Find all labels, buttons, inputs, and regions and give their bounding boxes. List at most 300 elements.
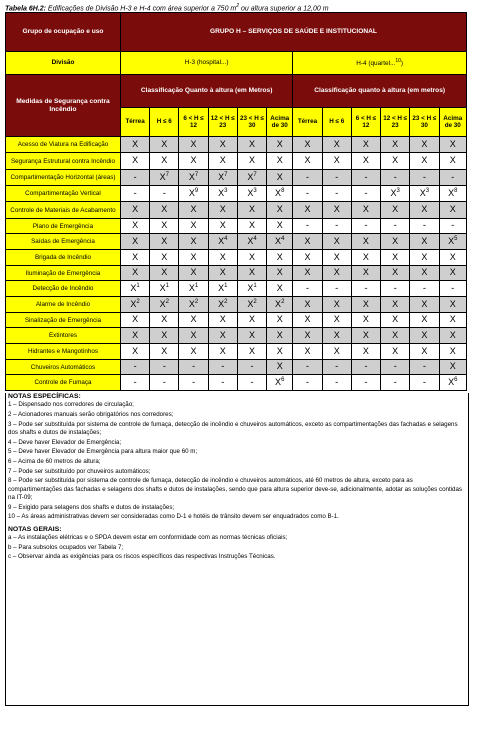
measure-label: Alarme de Incêndio: [6, 297, 121, 313]
requirement-cell: [351, 202, 380, 219]
requirement-cell: [322, 328, 351, 344]
requirement-cell: [179, 186, 208, 202]
requirement-cell: [322, 266, 351, 281]
requirement-mark: X: [247, 298, 254, 309]
requirement-mark: -: [451, 282, 455, 294]
requirement-cell: [410, 375, 439, 391]
requirement-mark: X: [161, 204, 168, 215]
requirement-note-ref: 2: [224, 298, 228, 305]
requirement-mark: X: [392, 267, 399, 278]
requirement-mark: -: [250, 376, 254, 388]
requirement-mark: X: [304, 329, 311, 340]
division-h4-end: ): [400, 60, 404, 68]
requirement-mark: X: [132, 345, 139, 356]
requirement-cell: [293, 250, 322, 266]
requirement-mark: X: [190, 235, 197, 246]
requirement-cell: [150, 281, 179, 297]
requirement-cell: [237, 375, 266, 391]
requirement-mark: X: [190, 329, 197, 340]
specific-note: 6 – Acima de 60 metros de altura;: [8, 458, 101, 466]
requirement-cell: [351, 297, 380, 313]
requirement-mark: X: [304, 298, 311, 309]
requirement-cell: [410, 219, 439, 234]
classification-h4: Classificação quanto à altura (em metros): [293, 75, 467, 108]
requirement-mark: -: [221, 361, 225, 373]
requirement-mark: X: [362, 155, 369, 166]
requirement-mark: -: [162, 376, 166, 388]
requirement-cell: [381, 313, 410, 328]
requirement-cell: [179, 234, 208, 250]
requirement-mark: X: [392, 298, 399, 309]
requirement-mark: X: [276, 171, 283, 182]
requirement-mark: X: [333, 155, 340, 166]
requirement-mark: X: [390, 187, 397, 198]
measure-label: Hidrantes e Mangotinhos: [6, 344, 121, 360]
requirement-note-ref: 7: [194, 171, 199, 178]
requirement-cell: [237, 234, 266, 250]
measure-label: Detecção de Incêndio: [6, 281, 121, 297]
requirement-mark: X: [333, 138, 340, 149]
requirement-cell: [381, 297, 410, 313]
requirement-cell: [293, 202, 322, 219]
table-row: [6, 250, 467, 266]
requirement-mark: X: [190, 345, 197, 356]
division-row: [6, 52, 467, 75]
requirement-cell: [293, 281, 322, 297]
requirement-mark: X: [132, 251, 139, 262]
requirement-cell: [150, 328, 179, 344]
requirement-mark: X: [304, 267, 311, 278]
measure-label: Compartimentação Vertical: [6, 186, 121, 202]
requirement-mark: X: [421, 155, 428, 166]
requirement-cell: [179, 219, 208, 234]
requirement-cell: [208, 313, 237, 328]
requirement-mark: X: [333, 235, 340, 246]
requirement-mark: X: [421, 204, 428, 215]
requirement-note-ref: 7: [165, 171, 169, 178]
requirement-cell: [439, 266, 466, 281]
requirement-mark: X: [161, 314, 168, 325]
requirement-cell: [322, 137, 351, 153]
requirement-mark: X: [276, 345, 283, 356]
general-note: c – Observar ainda as exigências para os riscos específicos das respectivas Instruções Técnicas.: [8, 553, 276, 561]
requirement-cell: [208, 360, 237, 375]
general-notes-title: NOTAS GERAIS:: [8, 525, 62, 533]
requirement-cell: [267, 375, 293, 391]
requirement-mark: X: [449, 138, 456, 149]
measure-label: Controle de Fumaça: [6, 375, 121, 391]
requirement-cell: [410, 266, 439, 281]
requirement-cell: [410, 250, 439, 266]
requirement-mark: -: [221, 376, 225, 388]
requirement-mark: -: [335, 220, 339, 232]
requirement-cell: [208, 186, 237, 202]
requirement-mark: -: [305, 376, 310, 388]
requirement-cell: [120, 137, 149, 153]
requirement-mark: -: [305, 220, 310, 232]
requirement-cell: [120, 360, 149, 375]
requirement-cell: [267, 153, 293, 170]
requirement-mark: X: [161, 155, 168, 166]
measure-label: Plano de Emergência: [6, 219, 121, 234]
requirement-cell: [293, 219, 322, 234]
requirement-cell: [410, 360, 439, 375]
requirement-mark: X: [276, 204, 283, 215]
requirement-cell: [439, 170, 466, 186]
requirement-cell: [410, 297, 439, 313]
requirement-cell: [179, 170, 208, 186]
specific-note: 8 – Pode ser substituída por sistema de controle de fumaça, detecção de incêndio e chuveiros automáticos, até 60 metros de altura, exceto para as compartimentações das fachadas e selagens dos shafts e dutos de instalações, sendo que para altura superior deve-se, adicionalmente, adotar as soluções contidas na IT-09;: [8, 477, 463, 501]
requirement-cell: [351, 344, 380, 360]
requirement-mark: -: [133, 187, 137, 199]
requirement-cell: [381, 219, 410, 234]
requirement-cell: [439, 375, 466, 391]
specific-notes-title: NOTAS ESPECÍFICAS:: [8, 393, 81, 400]
requirement-mark: X: [219, 155, 226, 166]
requirement-note-ref: 2: [165, 298, 169, 305]
requirement-cell: [208, 234, 237, 250]
measure-label: Acesso de Viatura na Edificação: [6, 137, 121, 153]
requirement-mark: X: [249, 251, 256, 262]
requirement-cell: [322, 234, 351, 250]
requirement-note-ref: 2: [253, 298, 257, 305]
requirement-cell: [351, 266, 380, 281]
requirement-mark: X: [161, 138, 168, 149]
requirement-cell: [381, 137, 410, 153]
requirement-cell: [179, 313, 208, 328]
requirement-mark: X: [449, 155, 456, 166]
height-column-header: 12 < H ≤ 23: [381, 108, 410, 137]
requirement-mark: -: [364, 282, 368, 294]
requirement-mark: -: [422, 282, 426, 294]
requirement-cell: [381, 186, 410, 202]
requirement-mark: X: [304, 345, 311, 356]
specific-note: 7 – Pode ser substituído por chuveiros automáticos;: [8, 467, 151, 475]
requirement-cell: [439, 153, 466, 170]
requirement-mark: X: [275, 187, 282, 198]
requirement-mark: X: [249, 267, 256, 278]
requirement-mark: -: [364, 220, 368, 232]
requirement-mark: X: [218, 171, 225, 182]
requirement-cell: [293, 153, 322, 170]
table-row: [6, 328, 467, 344]
requirement-cell: [381, 328, 410, 344]
requirement-cell: [439, 137, 466, 153]
requirement-cell: [267, 202, 293, 219]
requirement-cell: [322, 313, 351, 328]
requirement-mark: X: [392, 155, 399, 166]
requirement-cell: [381, 375, 410, 391]
requirement-mark: -: [364, 187, 368, 199]
requirement-mark: X: [247, 235, 254, 246]
requirement-mark: -: [133, 171, 137, 183]
measure-label: Segurança Estrutural contra Incêndio: [6, 153, 121, 170]
requirement-mark: X: [188, 171, 195, 182]
requirement-cell: [150, 219, 179, 234]
requirement-cell: [439, 344, 466, 360]
requirement-mark: X: [448, 187, 455, 198]
requirement-cell: [208, 202, 237, 219]
requirement-cell: [208, 170, 237, 186]
requirement-cell: [322, 360, 351, 375]
requirement-mark: X: [448, 235, 455, 246]
requirement-mark: X: [392, 329, 399, 340]
requirement-mark: X: [159, 282, 166, 293]
requirement-mark: X: [132, 204, 139, 215]
table-caption: [5, 3, 329, 12]
requirement-cell: [351, 375, 380, 391]
requirement-cell: [179, 360, 208, 375]
requirement-cell: [267, 266, 293, 281]
requirement-cell: [120, 186, 149, 202]
requirement-mark: X: [247, 187, 254, 198]
requirement-cell: [150, 234, 179, 250]
table-row: [6, 153, 467, 170]
caption-label: Tabela 6H.2:: [5, 5, 46, 13]
requirement-mark: -: [422, 171, 426, 183]
requirement-mark: X: [276, 220, 283, 231]
requirement-note-ref: 4: [224, 235, 228, 242]
requirement-mark: X: [362, 235, 369, 246]
requirement-mark: -: [393, 376, 397, 388]
requirement-cell: [237, 186, 266, 202]
requirement-cell: [120, 281, 149, 297]
requirement-mark: X: [190, 267, 197, 278]
requirement-mark: X: [249, 220, 256, 231]
requirement-cell: [322, 153, 351, 170]
caption-text: Edificações de Divisão H-3 e H-4 com área superior a 750 m: [45, 5, 237, 13]
requirement-mark: X: [219, 138, 226, 149]
measure-label: Compartimentação Horizontal (áreas): [6, 170, 121, 186]
requirement-cell: [208, 219, 237, 234]
requirement-cell: [322, 170, 351, 186]
requirement-mark: X: [249, 138, 256, 149]
requirement-mark: X: [190, 220, 197, 231]
requirement-cell: [237, 297, 266, 313]
requirement-cell: [381, 250, 410, 266]
requirement-cell: [208, 328, 237, 344]
requirement-mark: X: [362, 251, 369, 262]
requirement-mark: X: [188, 187, 195, 198]
height-column-header: Térrea: [120, 108, 149, 137]
requirement-mark: X: [161, 220, 168, 231]
requirement-cell: [267, 186, 293, 202]
requirement-cell: [410, 344, 439, 360]
table-row: [6, 219, 467, 234]
requirement-note-ref: 3: [425, 187, 430, 194]
caption-text-end: ou altura superior a 12,00 m: [239, 5, 329, 13]
classification-row: [6, 75, 467, 108]
requirement-mark: X: [247, 282, 254, 293]
requirement-mark: -: [335, 361, 339, 373]
requirement-cell: [208, 344, 237, 360]
requirement-cell: [208, 137, 237, 153]
requirement-mark: X: [132, 235, 139, 246]
requirement-mark: X: [421, 251, 428, 262]
requirement-mark: -: [162, 187, 166, 199]
table-row: [6, 186, 467, 202]
requirement-mark: X: [219, 314, 226, 325]
requirement-cell: [267, 219, 293, 234]
requirement-mark: X: [304, 251, 311, 262]
requirement-mark: X: [132, 329, 139, 340]
height-column-header: 6 < H ≤ 12: [351, 108, 380, 137]
measure-label: Saídas de Emergência: [6, 234, 121, 250]
requirement-cell: [120, 313, 149, 328]
requirement-cell: [293, 266, 322, 281]
requirement-note-ref: 1: [253, 282, 257, 289]
requirement-cell: [237, 328, 266, 344]
requirement-cell: [120, 234, 149, 250]
requirement-cell: [351, 250, 380, 266]
requirement-cell: [267, 170, 293, 186]
measure-label: Sinalização de Emergência: [6, 313, 121, 328]
requirement-mark: X: [188, 282, 195, 293]
requirement-note-ref: 3: [396, 187, 400, 194]
requirement-mark: -: [451, 171, 455, 183]
requirement-cell: [208, 375, 237, 391]
requirement-cell: [208, 297, 237, 313]
requirement-cell: [237, 344, 266, 360]
requirement-mark: X: [275, 235, 282, 246]
requirement-cell: [322, 219, 351, 234]
requirement-mark: X: [161, 329, 168, 340]
requirement-cell: [237, 266, 266, 281]
requirement-cell: [381, 202, 410, 219]
classification-h3: Classificação Quanto à altura (em Metros): [120, 75, 292, 108]
requirement-cell: [381, 344, 410, 360]
requirement-cell: [439, 281, 466, 297]
requirement-cell: [208, 281, 237, 297]
requirement-mark: X: [276, 267, 283, 278]
division-h4: [293, 52, 467, 75]
requirement-mark: X: [362, 314, 369, 325]
requirement-cell: [120, 297, 149, 313]
requirement-mark: X: [249, 314, 256, 325]
requirement-mark: X: [392, 345, 399, 356]
requirement-note-ref: 7: [224, 171, 228, 178]
table-row: [6, 137, 467, 153]
requirement-mark: X: [132, 138, 139, 149]
requirement-cell: [439, 360, 466, 375]
requirement-mark: X: [219, 251, 226, 262]
requirement-mark: -: [191, 361, 196, 373]
division-label: Divisão: [6, 52, 121, 75]
requirement-cell: [150, 170, 179, 186]
requirement-note-ref: 4: [281, 235, 285, 242]
requirement-cell: [351, 360, 380, 375]
requirement-cell: [293, 234, 322, 250]
requirement-cell: [120, 250, 149, 266]
height-column-header: Acima de 30: [267, 108, 293, 137]
requirement-mark: X: [249, 345, 256, 356]
requirement-mark: X: [449, 298, 456, 309]
requirement-cell: [410, 234, 439, 250]
requirement-cell: [381, 170, 410, 186]
requirement-mark: X: [159, 298, 166, 309]
requirement-mark: X: [449, 345, 456, 356]
requirement-note-ref: 6: [281, 376, 285, 383]
requirement-cell: [381, 234, 410, 250]
requirement-mark: X: [421, 298, 428, 309]
height-column-header: 23 < H ≤ 30: [237, 108, 266, 137]
requirement-cell: [439, 219, 466, 234]
requirement-cell: [439, 328, 466, 344]
division-h4-sup: 10: [395, 58, 401, 65]
requirement-mark: -: [305, 282, 310, 294]
requirement-mark: -: [451, 220, 455, 232]
requirement-cell: [267, 360, 293, 375]
group-label: Grupo de ocupação e uso: [6, 13, 121, 52]
requirement-note-ref: 3: [224, 187, 228, 194]
notes-section: [5, 393, 469, 706]
requirement-mark: X: [421, 138, 428, 149]
requirement-mark: -: [162, 361, 166, 373]
requirement-mark: X: [161, 251, 168, 262]
requirement-mark: X: [304, 138, 311, 149]
requirement-cell: [351, 219, 380, 234]
requirement-cell: [381, 360, 410, 375]
requirement-mark: X: [161, 267, 168, 278]
specific-note: 5 – Deve haver Elevador de Emergência para altura maior que 60 m;: [8, 448, 198, 456]
requirement-mark: X: [218, 282, 225, 293]
requirement-mark: X: [130, 282, 137, 293]
requirement-mark: X: [219, 329, 226, 340]
requirement-mark: X: [449, 314, 456, 325]
requirement-mark: X: [362, 298, 369, 309]
requirement-cell: [150, 250, 179, 266]
requirement-mark: X: [190, 138, 197, 149]
requirement-note-ref: 3: [253, 187, 257, 194]
requirement-mark: X: [421, 314, 428, 325]
requirement-mark: -: [393, 220, 397, 232]
requirement-cell: [237, 360, 266, 375]
requirement-mark: X: [276, 251, 283, 262]
measure-label: Iluminação de Emergência: [6, 266, 121, 281]
requirement-cell: [439, 250, 466, 266]
requirement-cell: [150, 313, 179, 328]
requirement-mark: X: [249, 204, 256, 215]
requirement-mark: -: [305, 361, 310, 373]
general-note: b – Para subsolos ocupados ver Tabela 7;: [8, 543, 124, 551]
requirement-cell: [322, 297, 351, 313]
requirement-mark: X: [190, 204, 197, 215]
requirement-cell: [179, 375, 208, 391]
requirement-cell: [381, 266, 410, 281]
requirement-cell: [351, 153, 380, 170]
requirement-mark: X: [218, 235, 225, 246]
requirement-cell: [322, 344, 351, 360]
requirement-mark: -: [393, 282, 397, 294]
requirement-mark: X: [304, 204, 311, 215]
specific-note: 10 – As áreas administrativas devem ser consideradas como D-1 e hotéis de trânsito devem ser enquadrados como B-1.: [8, 513, 339, 521]
requirement-mark: X: [421, 329, 428, 340]
requirement-cell: [439, 234, 466, 250]
requirement-cell: [208, 153, 237, 170]
height-column-header: Térrea: [293, 108, 322, 137]
requirement-note-ref: 9: [194, 187, 199, 194]
requirement-cell: [120, 344, 149, 360]
requirement-cell: [267, 250, 293, 266]
requirement-cell: [293, 170, 322, 186]
requirement-mark: X: [218, 187, 225, 198]
requirement-cell: [410, 328, 439, 344]
height-column-header: 23 < H ≤ 30: [410, 108, 439, 137]
requirement-cell: [351, 328, 380, 344]
requirement-cell: [381, 153, 410, 170]
measures-label: Medidas de Segurança contra Incêndio: [6, 75, 121, 137]
measure-label: Chuveiros Automáticos: [6, 360, 121, 375]
